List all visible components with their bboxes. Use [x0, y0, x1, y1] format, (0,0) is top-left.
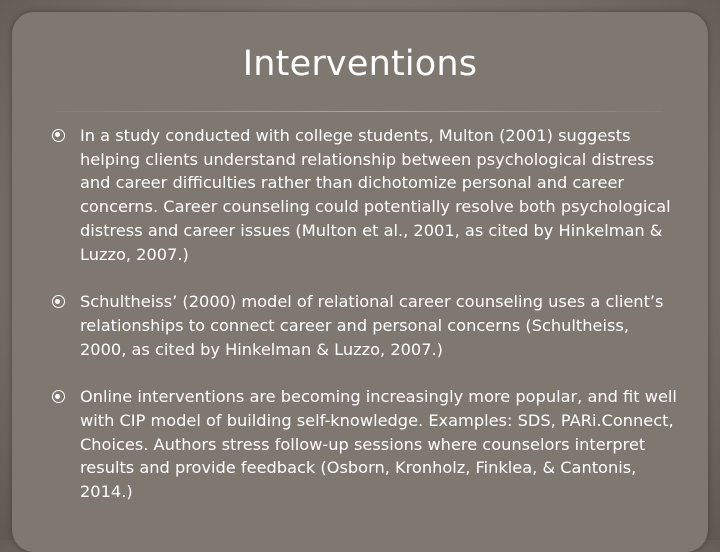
bullet-item: [50, 385, 680, 504]
bullet-list: [50, 124, 680, 528]
bullet-text: In a study conducted with college students, Multon (2001) suggests helping clients understand relationship between psychological distress and career difficulties rather than dichotomize personal and career concerns. Career counseling could potentially resolve both psychological distress and career issues (Multon et al., 2001, as cited by Hinkelman & Luzzo, 2007.): [80, 126, 671, 264]
bullet-item: [50, 124, 680, 266]
bullet-text: Online interventions are becoming increasingly more popular, and fit well with CIP model of building self-knowledge. Examples: SDS, PARi.Connect, Choices. Authors stress follow-up sessions where counselors interpret results and provide feedback (Osborn, Kronholz, Finklea, & Cantonis, 2014.): [80, 387, 677, 502]
circled-dot-icon: [52, 390, 65, 403]
bullet-text: Schultheiss’ (2000) model of relational career counseling uses a client’s relationships to connect career and personal concerns (Schultheiss, 2000, as cited by Hinkelman & Luzzo, 2007.): [80, 292, 664, 359]
title-divider: [56, 111, 662, 112]
bullet-item: [50, 290, 680, 361]
circled-dot-icon: [52, 129, 65, 142]
slide-title: Interventions: [242, 44, 478, 84]
circled-dot-icon: [52, 295, 65, 308]
